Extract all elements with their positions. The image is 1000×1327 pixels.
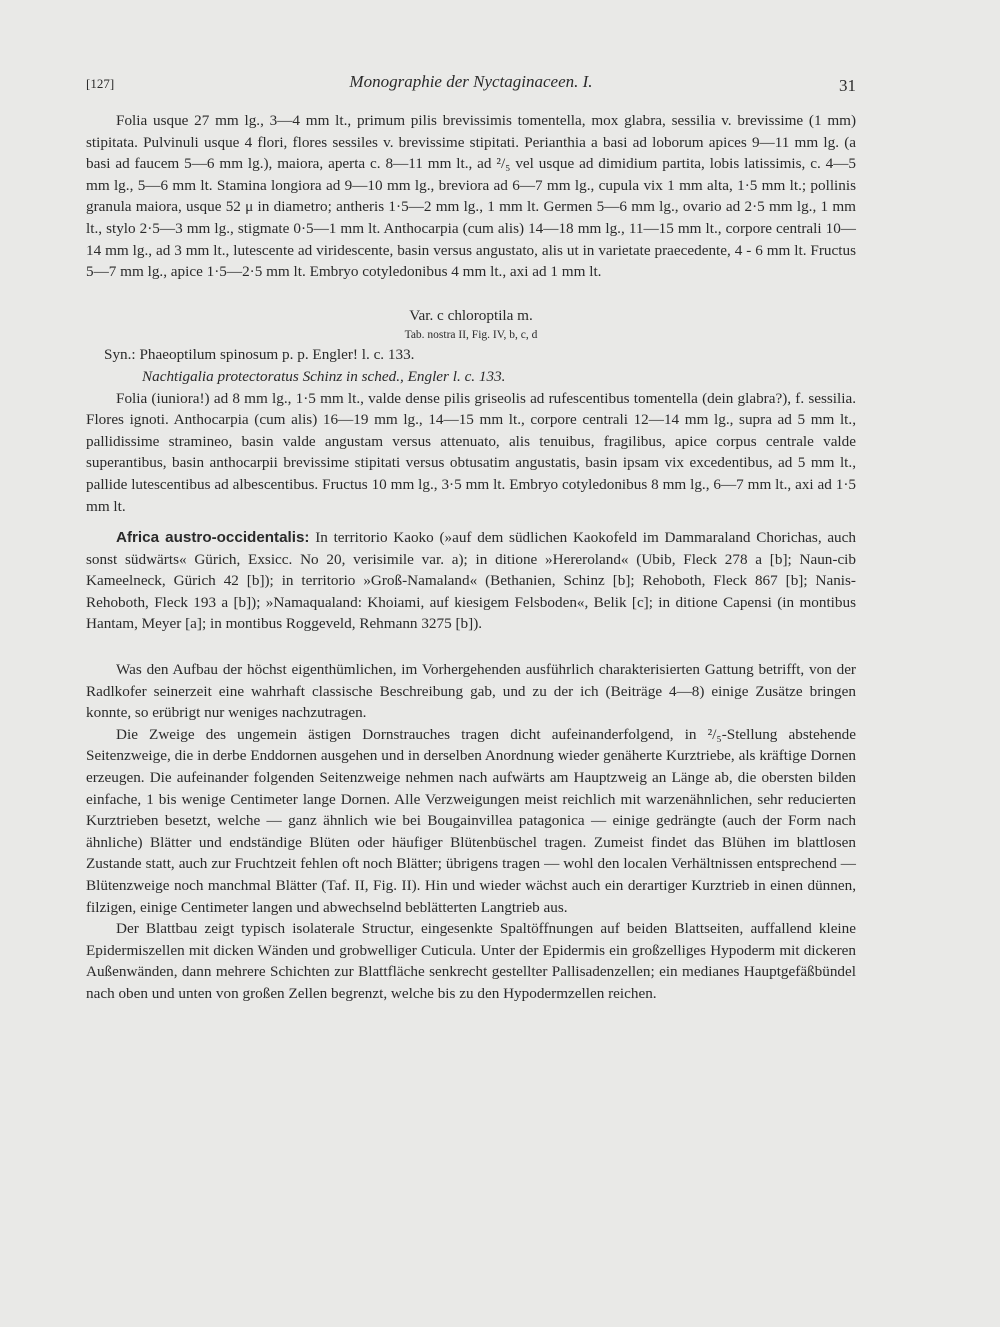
variety-plate-reference: Tab. nostra II, Fig. IV, b, c, d xyxy=(404,329,538,342)
running-header xyxy=(86,72,856,100)
distribution-label: Africa austro-occidentalis: xyxy=(116,529,310,547)
paragraph-var-b-description: Folia usque 27 mm lg., 3—4 mm lt., primum pilis brevissimis tomentella, mox glabra, sessilia v. brevissime (1 mm) stipitata. Pulvinuli usque 4 flori, flores sessiles v. brevissime stipitati. Perianthia a basi ad loborum apices 9—11 mm lg. (a basi ad faucem 5—6 mm lg.), maiora, aperta c. 8—11 mm lt., ad ²/₅ vel usque ad dimidium partita, lobis latissimis, c. 4—5 mm lg., 5—6 mm lt. Stamina longiora ad 9—10 mm lg., breviora ad 6—7 mm lg., cupula vix 1 mm alta, 1·5 mm lt.; pollinis granula maiora, usque 52 μ in diametro; antheris 1·5—2 mm lg., 1 mm lt. Germen 5—6 mm lg., ovario ad 2·5 mm lg., 1 mm lt., stylo 2·5—3 mm lg., stigmate 0·5—1 mm lt. Anthocarpia (cum alis) 14—18 mm lg., 11—15 mm lt., corpore centrali 10—14 mm lg., ad 3 mm lt., lutescente ad viridescente, basin versus angustato, alis ut in varietate praecedente, 4 - 6 mm lt. Fructus 5—7 mm lg., apice 1·5—2·5 mm lt. Embryo cotyledonibus 4 mm lt., axi ad 1 mm lt. xyxy=(86,112,856,281)
paragraph-leaf-anatomy: Der Blattbau zeigt typisch isolaterale Structur, eingesenkte Spaltöffnungen auf beiden Blattseiten, auffallend kleine Epidermiszellen mit dicken Wänden und grobwelliger Cuticula. Unter der Epidermis ein großzelliges Hypoderm mit dickeren Außenwänden, dann mehrere Schichten zur Blattfläche senkrecht gestellter Pallisadenzellen; ein medianes Hauptgefäßbündel nach oben und unten von großen Zellen begrenzt, welche bis zu den Hypodermzellen reichen. xyxy=(86,920,856,1002)
variety-heading: Var. c chloroptila m. xyxy=(409,306,533,324)
page-reference: [127] xyxy=(86,76,115,91)
paragraph-structure-intro: Was den Aufbau der höchst eigenthümlichen, im Vorhergehenden ausführlich charakterisierten Gattung betrifft, von der Radlkofer seinerzeit eine wahrhaft classische Beschreibung gab, und zu der ich (Beiträge 4—8) einige Zusätze bringen konnte, so erübrigt nur weniges nachzutragen. xyxy=(86,661,856,722)
paragraph-distribution xyxy=(86,527,856,635)
paragraph-var-c-description: Folia (iuniora!) ad 8 mm lg., 1·5 mm lt., valde dense pilis griseolis ad rufescentibus tomentella (dein glabra?), f. sessilia. Flores ignoti. Anthocarpia (cum alis) 16—19 mm lg., 14—15 mm lt., corpore centrali 12—14 mm lg., supra ad 5 mm lt., pallidissime stramineo, basin valde angustam versus attenuato, alis tenuibus, fragilibus, apice corpus centrale valde superantibus, basin anthocarpii brevissime stipitati versus obtusatim angustatis, basin ipsam vix excedentibus, ad 5 mm lt., pallide lutescentibus ad albescentibus. Fructus 10 mm lg., 3·5 mm lt. Embryo cotyledonibus 8 mm lg., 6—7 mm lt., axi ad 1·5 mm lt. xyxy=(86,389,856,515)
page-body xyxy=(86,110,856,1005)
running-title: Monographie der Nyctaginaceen. I. xyxy=(349,72,593,91)
distribution-text: In territorio Kaoko (»auf dem südlichen Kaokofeld im Dammaraland Chorichas, auch sonst südwärts« Gürich, Exsicc. No 20, verisimile var. a); in ditione »Hereroland« (Ubib, Fleck 278 a [b]; Naun-cib Kameelneck, Gürich 42 [b]); in territorio »Groß-Namaland« (Bethanien, Schinz [b]; Rehoboth, Fleck 867 [b]; Nanis-Rehoboth, Fleck 193 a [b]); »Namaqualand: Khoiami, auf kiesigem Felsboden«, Belik [c]; in ditione Capensi (in montibus Hantam, Meyer [a]; in montibus Roggeveld, Rehmann 3275 [b]). xyxy=(86,529,856,633)
page-number: 31 xyxy=(839,76,856,95)
synonym-line-1: Syn.: Phaeoptilum spinosum p. p. Engler! l. c. 133. xyxy=(104,346,415,364)
synonym-line-2: Nachtigalia protectoratus Schinz in sched., Engler l. c. 133. xyxy=(142,367,506,385)
paragraph-branching: Die Zweige des ungemein ästigen Dornstrauches tragen dicht aufeinanderfolgend, in ²/₅-Stellung abstehende Seitenzweige, die in derbe Enddornen ausgehen und in derselben Anordnung wieder genäherte Kurztriebe, als kräftige Dornen erzeugen. Die aufeinander folgenden Seitenzweige nehmen nach aufwärts am Hauptzweig an Länge ab, die obersten bilden einfache, 1 bis wenige Centimeter lange Dornen. Alle Verzweigungen meist reichlich mit warzenähnlichen, sehr reducierten Kurztrieben besetzt, welche — ganz ähnlich wie bei Bougainvillea patagonica — einige gedrängte (auch der Form nach ähnliche) Blätter und endständige Blüten oder häufiger Blütenbüschel tragen. Zumeist findet das Blühen im blattlosen Zustande statt, auch zur Fruchtzeit fehlen oft noch Blätter; übrigens tragen — wohl den localen Verhältnissen entsprechend — Blütenzweige noch manchmal Blätter (Taf. II, Fig. II). Hin und wieder wächst auch ein derartiger Kurztrieb in einen dünnen, filzigen, einige Centimeter langen und abwechselnd beblätterten Langtrieb aus. xyxy=(86,725,856,916)
